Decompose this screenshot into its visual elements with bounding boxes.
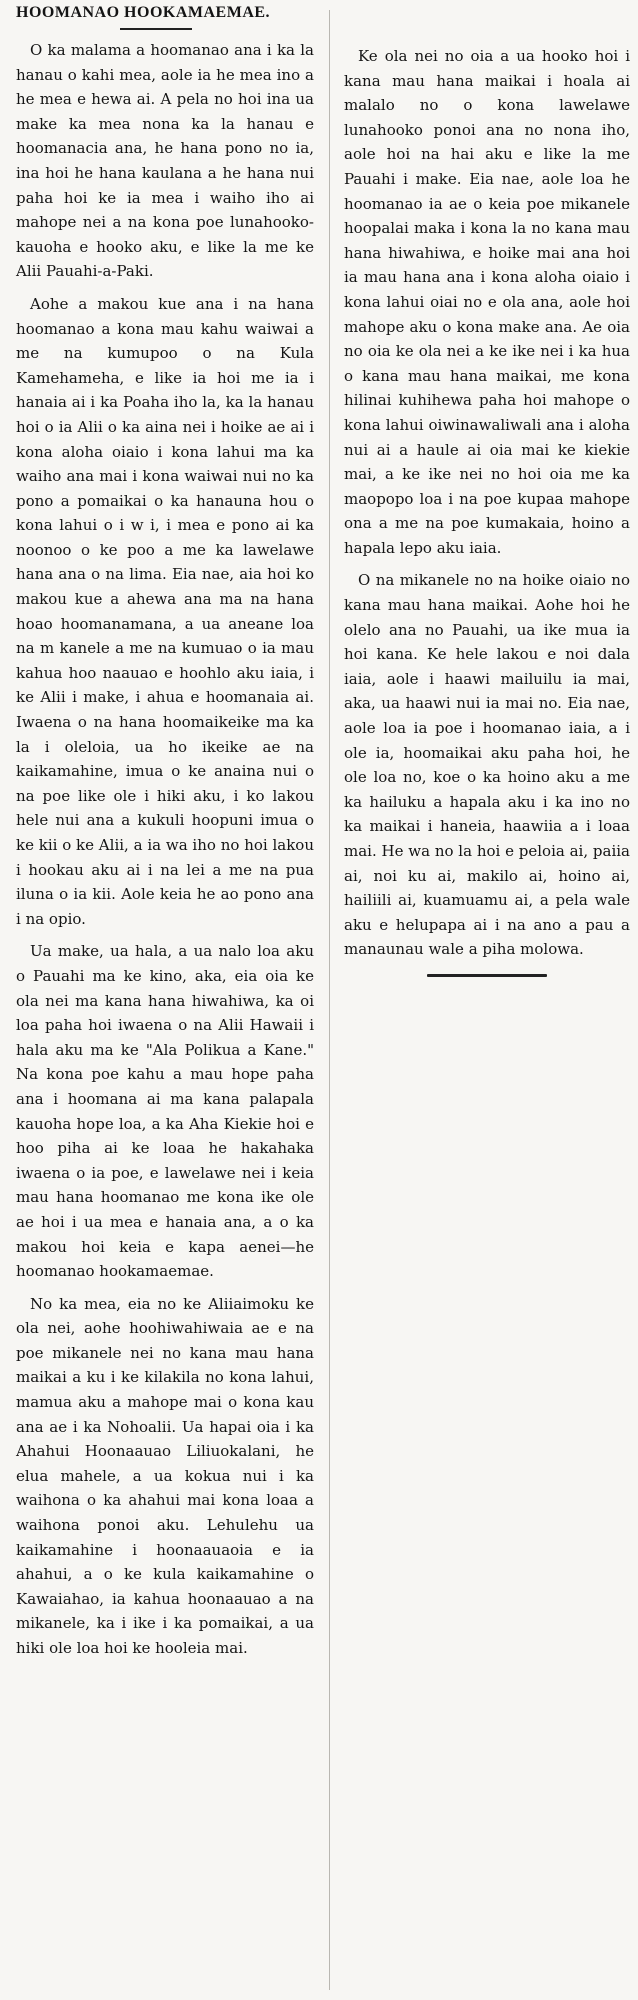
paragraph-1: O ka malama a hoomanao ana i ka la hanau o kahi mea, aole ia he mea ino a he mea e hewa ai. A pela no hoi ina ua make ka mea nona ka la hanau e hoomanacia ana, he hana pono no ia, ina hoi he hana kaulana a he hana nui paha hoi ke ia mea i waiho iho ai mahope nei a na kona poe lunahooko-kauoha e hooko aku, e like la me ke Alii Pauahi-a-Paki. xyxy=(16,41,314,281)
article-title: HOOMANAO HOOKAMAEMAE. xyxy=(16,4,271,21)
article-end-rule xyxy=(427,974,547,977)
column-divider xyxy=(329,10,330,1990)
paragraph-2: Aohe a makou kue ana i na hana hoomanao a kona mau kahu waiwai a me na kumupoo o na Kula Kamehameha, e like ia hoi me ia i hanaia ai i ka Poaha iho la, ka la hanau hoi o ia Alii o ka aina nei i hoike ae ai i kona aloha oiaio i kona lahui ma ka waiho ana mai i kona waiwai nui no ka pono a pomaikai o ka hanauna hou o kona lahui o i w i, i mea e pono ai ka noonoo o ke poo a me ka lawelawe hana ana o na lima. Eia nae, aia hoi ko makou kue a ahewa ana ma na hana hoao hoomanamana, a ua aneane loa na m kanele a me na kumuao o ia mau kahua hoo naauao e hoohlo aku iaia, i ke Alii i make, i ahua e hoomanaia ai. Iwaena o na hana hoomaikeike ma ka la i oleloia, ua ho ikeike ae na kaikamahine, imua o ke anaina nui o na poe like ole i hiki aku, i ko lakou hele nui ana a kukuli hoopuni imua o ke kii o ke Alii, a ia wa iho no hoi lakou i hookau aku ai i na lei a me na pua iluna o ia kii. Aole keia he ao pono ana i na opio. xyxy=(16,294,314,928)
paragraph-3: Ua make, ua hala, a ua nalo loa aku o Pauahi ma ke kino, aka, eia oia ke ola nei ma kana hana hiwahiwa, ka oi loa paha hoi iwaena o na Alii Hawaii i hala aku ma ke "Ala Polikua a Kane." Na kona poe kahu a mau hope paha ana i hoomana ai ma kana palapala kauoha hope loa, a ka Aha Kiekie hoi e hoo piha ai ke loaa he hakahaka iwaena o ia poe, e lawelawe nei i keia mau hana hoomanao me kona ike ole ae hoi i ua mea e hanaia ana, a o ka makou hoi keia e kapa aenei—he hoomanao hookamaemae. xyxy=(16,942,314,1281)
paragraph-6: O na mikanele no na hoike oiaio no kana mau hana maikai. Aohe hoi he olelo ana no Pauahi, ua ike mua ia hoi kana. Ke hele lakou e noi dala iaia, aole i haawi mailuilu ia mai, aka, ua haawi nui ia mai no. Eia nae, aole loa ia poe i hoomanao iaia, a i ole ia, hoomaikai aku paha hoi, he ole loa no, koe o ka hoino aku a me ka hailuku a hapala aku i ka ino no ka maikai i haneia, haawiia a i loaa mai. He wa no la hoi e peloia ai, paiia ai, noi ku ai, makilo ai, hoino ai, hailiili ai, kuamuamu ai, a pela wale aku e helupapa ai i na ano a pau a manaunau wale a piha molowa. xyxy=(344,571,630,959)
right-column xyxy=(334,0,638,977)
paragraph-4: No ka mea, eia no ke Aliiaimoku ke ola nei, aohe hoohiwahiwaia ae e na poe mikanele nei no kana mau hana maikai a ku i ke kilakila no kona lahui, mamua aku a mahope mai o kona kau ana ae i ka Nohoalii. Ua hapai oia i ka Ahahui Hoonaauao Liliuokalani, he elua mahele, a ua kokua nui i ka waihona o ka ahahui mai kona loaa a waihona ponoi aku. Lehulehu ua kaikamahine i hoonaauaoia e ia ahahui, a o ke kula kaikamahine o Kawaiahao, ia kahua hoonaauao a na mikanele, ka i ike i ka pomaikai, a ua hiki ole loa hoi ke hooleia mai. xyxy=(16,1294,314,1657)
left-column xyxy=(0,0,324,1669)
paragraph-5: Ke ola nei no oia a ua hooko hoi i kana mau hana maikai i hoala ai malalo no o kona lawelawe lunahooko ponoi ana no nona iho, aole hoi na hai aku e like la me Pauahi i make. Eia nae, aole loa he hoomanao ia ae o keia poe mikanele hoopalai maka i kona la no kana mau hana hiwahiwa, e hoike mai ana hoi ia mau hana ana i kona aloha oiaio i kona lahui oiai no e ola ana, aole hoi mahope aku o kona make ana. Ae oia no oia ke ola nei a ke ike nei i ka hua o kana mau hana maikai, me kona hilinai kuhihewa paha hoi mahope o kona lahui oiwinawaliwali ana i aloha nui ai a haule ai oia mai ke kiekie mai, a ke ike nei no hoi oia me ka maopopo loa i na poe kupaa mahope ona a me na poe kumakaia, hoino a hapala lepo aku iaia. xyxy=(344,47,630,557)
title-underline xyxy=(120,28,192,30)
